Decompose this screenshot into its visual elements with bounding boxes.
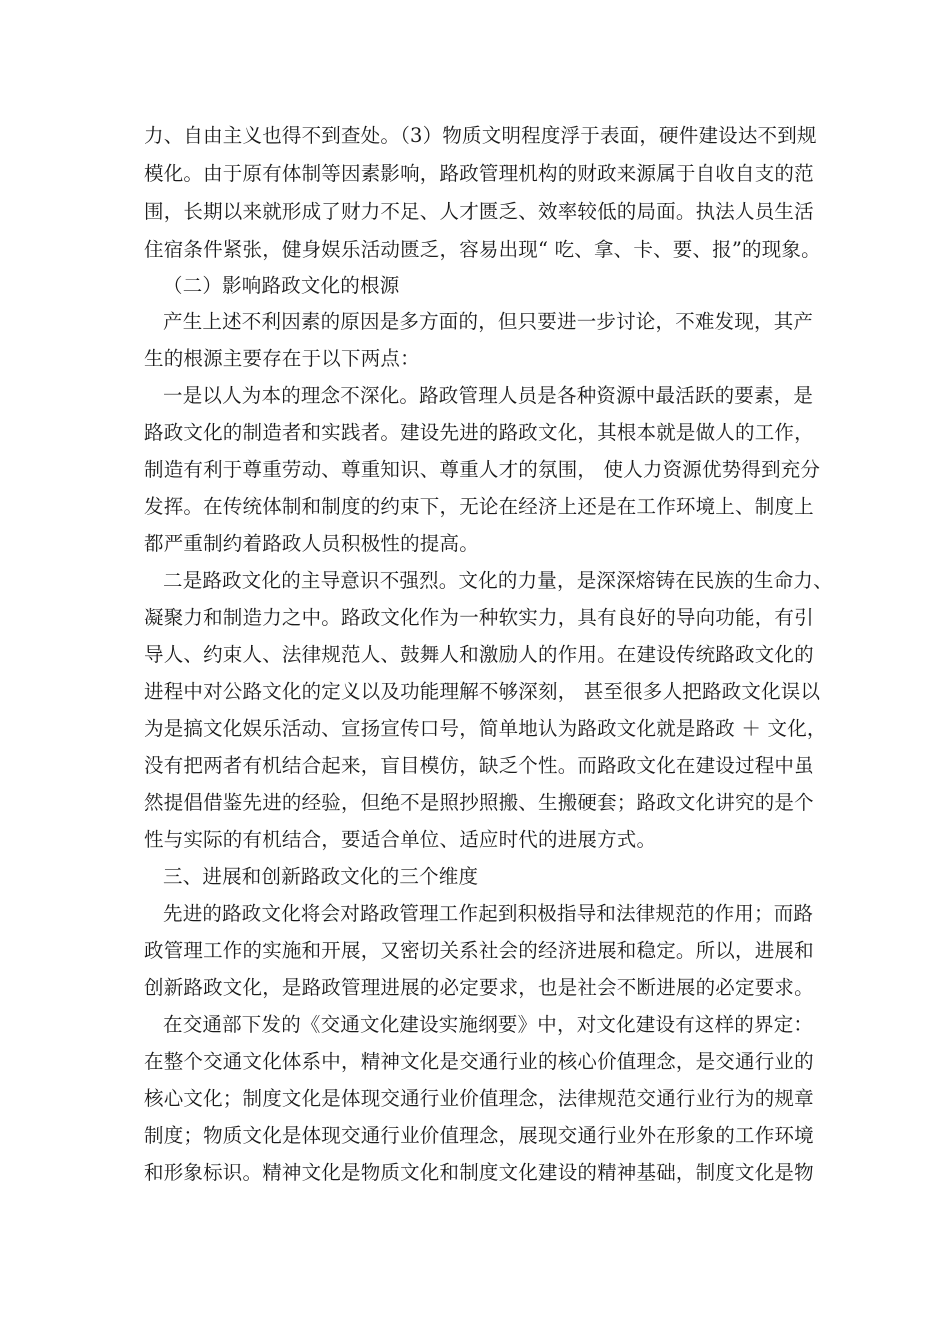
text-line: 发挥。在传统体制和制度的约束下，无论在经济上还是在工作环境上、制度上 bbox=[144, 495, 814, 518]
text-line: 和形象标识。精神文化是物质文化和制度文化建设的精神基础，制度文化是物 bbox=[144, 1161, 814, 1184]
section-heading: 三、进展和创新路政文化的三个维度 bbox=[163, 865, 479, 888]
text-line: 制度；物质文化是体现交通行业价值理念，展现交通行业外在形象的工作环境 bbox=[144, 1124, 814, 1147]
paragraph-first-line: 二是路政文化的主导意识不强烈。文化的力量，是深深熔铸在民族的生命力、 bbox=[163, 569, 833, 592]
text-line: 进程中对公路文化的定义以及功能理解不够深刻， 甚至很多人把路政文化误以 bbox=[144, 680, 821, 703]
text-line: 为是搞文化娱乐活动、宣扬宣传口号，简单地认为路政文化就是路政 ＋ 文化， bbox=[144, 717, 827, 740]
text-line: 力、自由主义也得不到查处。（3）物质文明程度浮于表面，硬件建设达不到规 bbox=[144, 124, 817, 147]
text-line: 凝聚力和制造力之中。路政文化作为一种软实力，具有良好的导向功能，有引 bbox=[144, 606, 814, 629]
text-line: 制造有利于尊重劳动、尊重知识、尊重人才的氛围， 使人力资源优势得到充分 bbox=[144, 458, 821, 481]
text-line: 创新路政文化，是路政管理进展的必定要求，也是社会不断进展的必定要求。 bbox=[144, 976, 814, 999]
section-heading: （二）影响路政文化的根源 bbox=[163, 274, 400, 297]
text-line: 都严重制约着路政人员积极性的提高。 bbox=[144, 532, 479, 555]
paragraph-first-line: 先进的路政文化将会对路政管理工作起到积极指导和法律规范的作用；而路 bbox=[163, 902, 814, 925]
text-line: 住宿条件紧张，健身娱乐活动匮乏，容易出现“ 吃、拿、卡、要、报”的现象。 bbox=[144, 238, 821, 261]
text-line: 性与实际的有机结合，要适合单位、适应时代的进展方式。 bbox=[144, 828, 657, 851]
text-line: 围，长期以来就形成了财力不足、人才匮乏、效率较低的局面。执法人员生活 bbox=[144, 200, 814, 223]
paragraph-first-line: 产生上述不利因素的原因是多方面的，但只要进一步讨论，不难发现，其产 bbox=[163, 310, 814, 333]
paragraph-first-line: 一是以人为本的理念不深化。路政管理人员是各种资源中最活跃的要素，是 bbox=[163, 384, 814, 407]
text-line: 政管理工作的实施和开展，又密切关系社会的经济进展和稳定。所以，进展和 bbox=[144, 939, 814, 962]
paragraph-first-line: 在交通部下发的《交通文化建设实施纲要》中，对文化建设有这样的界定： bbox=[163, 1013, 814, 1036]
text-line: 核心文化；制度文化是体现交通行业价值理念，法律规范交通行业行为的规章 bbox=[144, 1087, 814, 1110]
text-line: 生的根源主要存在于以下两点： bbox=[144, 347, 420, 370]
text-line: 然提倡借鉴先进的经验，但绝不是照抄照搬、生搬硬套；路政文化讲究的是个 bbox=[144, 791, 814, 814]
text-line: 在整个交通文化体系中，精神文化是交通行业的核心价值理念，是交通行业的 bbox=[144, 1050, 814, 1073]
text-line: 路政文化的制造者和实践者。建设先进的路政文化，其根本就是做人的工作， bbox=[144, 421, 814, 444]
text-line: 模化。由于原有体制等因素影响，路政管理机构的财政来源属于自收自支的范 bbox=[144, 162, 814, 185]
text-line: 导人、约束人、法律规范人、鼓舞人和激励人的作用。在建设传统路政文化的 bbox=[144, 643, 814, 666]
text-line: 没有把两者有机结合起来，盲目模仿，缺乏个性。而路政文化在建设过程中虽 bbox=[144, 754, 814, 777]
